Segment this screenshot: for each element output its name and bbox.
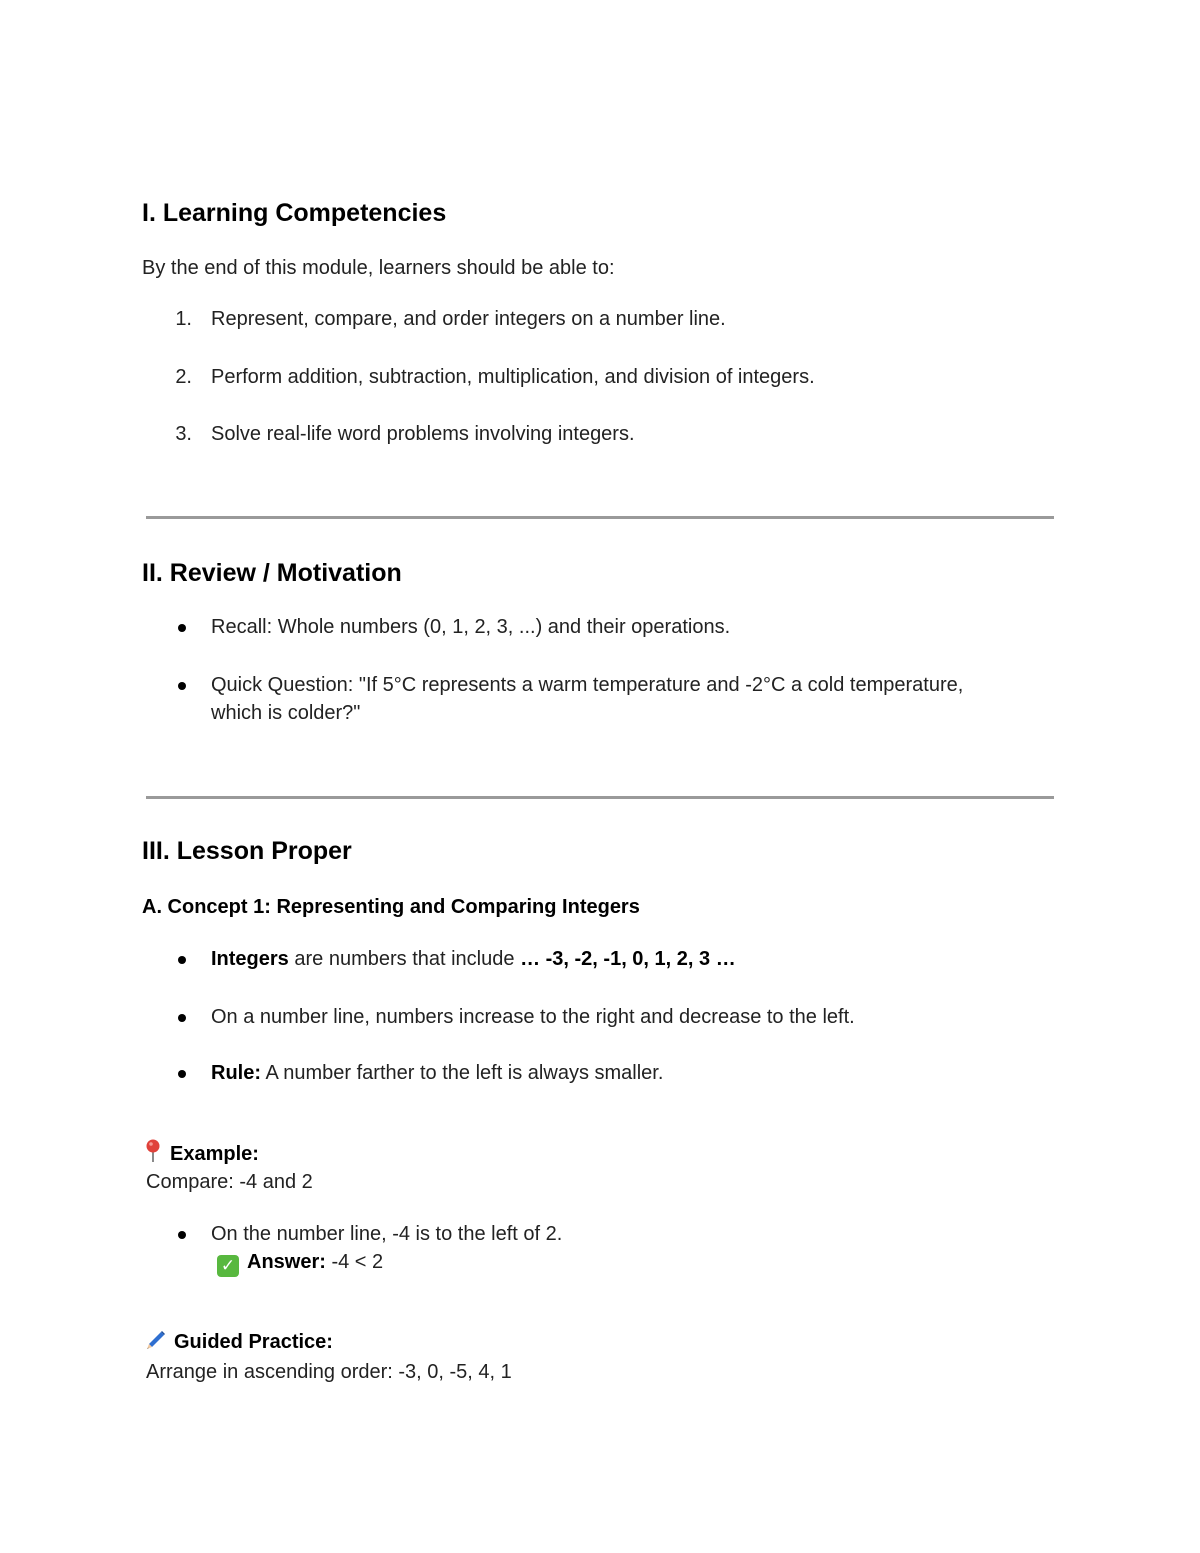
list-number: 3.: [175, 423, 192, 445]
list-item: Solve real-life word problems involving integers.: [211, 423, 635, 445]
section1-intro: By the end of this module, learners should be able to:: [142, 257, 615, 279]
list-item: [211, 945, 736, 973]
list-item-text: are numbers that include: [288, 948, 521, 970]
bullet-icon: [178, 1070, 186, 1078]
list-item-text: A number farther to the left is always smaller.: [261, 1062, 664, 1084]
example-prompt: Compare: -4 and 2: [146, 1171, 313, 1193]
bullet-icon: [178, 1231, 186, 1239]
guided-practice-prompt: Arrange in ascending order: -3, 0, -5, 4, 1: [146, 1361, 512, 1383]
list-number: 2.: [175, 366, 192, 388]
bold-term: Rule:: [211, 1062, 261, 1084]
list-item: Perform addition, subtraction, multiplication, and division of integers.: [211, 366, 815, 388]
concept-title: A. Concept 1: Representing and Comparing Integers: [142, 896, 640, 918]
list-item: [211, 1059, 663, 1087]
guided-practice-label: Guided Practice:: [174, 1331, 333, 1353]
list-item: Quick Question: "If 5°C represents a warm temperature and -2°C a cold temperature,: [211, 674, 964, 696]
horizontal-divider: [146, 796, 1054, 799]
guided-practice-heading: [144, 1328, 333, 1356]
bullet-icon: [178, 956, 186, 964]
section-title-learning-competencies: I. Learning Competencies: [142, 199, 447, 227]
example-answer: [217, 1248, 383, 1277]
round-pushpin-icon: [144, 1139, 162, 1163]
section-title-review-motivation: II. Review / Motivation: [142, 559, 402, 587]
bullet-icon: [178, 1014, 186, 1022]
bullet-icon: [178, 682, 186, 690]
bold-term: Integers: [211, 948, 289, 970]
check-mark-button-icon: ✓: [217, 1255, 239, 1277]
list-item: Represent, compare, and order integers on a number line.: [211, 308, 726, 330]
pen-icon: [144, 1330, 166, 1352]
list-item: On a number line, numbers increase to the right and decrease to the left.: [211, 1006, 855, 1028]
list-item-continuation: which is colder?": [211, 702, 361, 724]
horizontal-divider: [146, 516, 1054, 519]
example-heading: [144, 1139, 259, 1168]
answer-text: -4 < 2: [325, 1251, 384, 1273]
bullet-icon: [178, 624, 186, 632]
list-item: Recall: Whole numbers (0, 1, 2, 3, ...) and their operations.: [211, 616, 731, 638]
example-label: Example:: [170, 1143, 259, 1165]
list-number: 1.: [175, 308, 192, 330]
list-item: On the number line, -4 is to the left of 2.: [211, 1223, 563, 1245]
section-title-lesson-proper: III. Lesson Proper: [142, 837, 352, 865]
bold-sequence: … -3, -2, -1, 0, 1, 2, 3 …: [520, 948, 736, 970]
answer-label: Answer:: [247, 1251, 326, 1273]
